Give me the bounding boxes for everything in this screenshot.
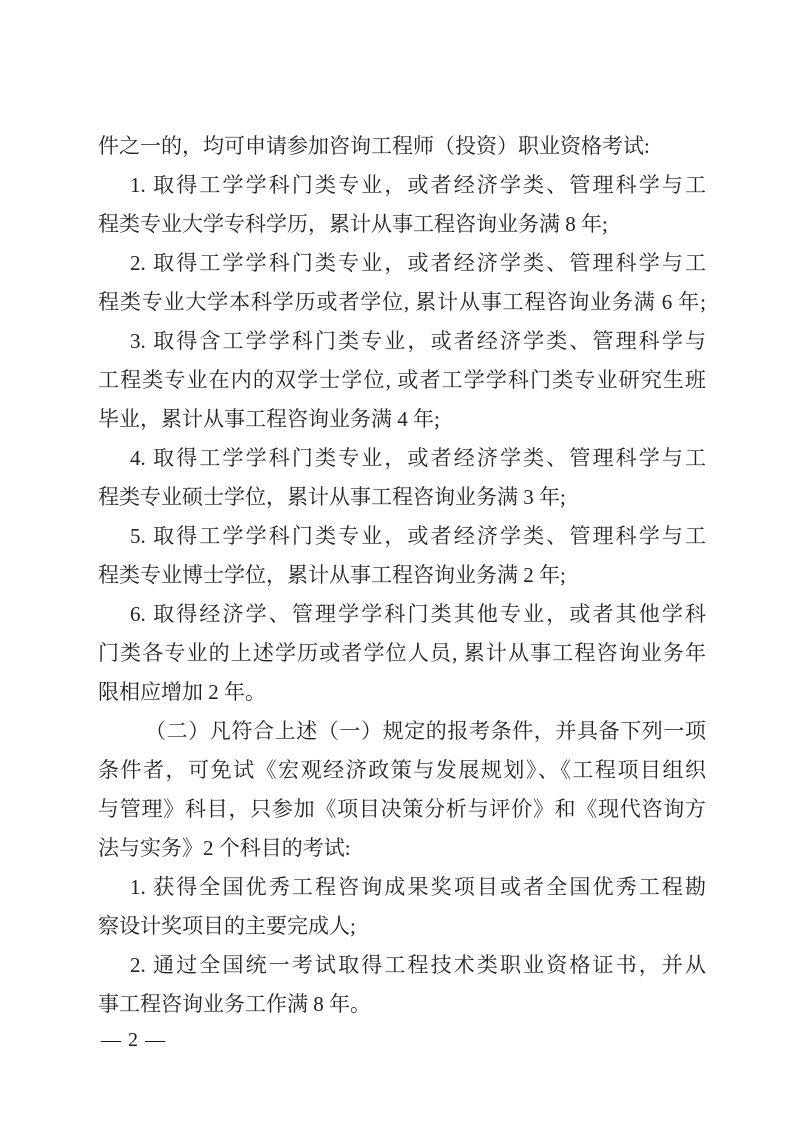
text-line: 与管理》科目，只参加《项目决策分析与评价》和《现代咨询方 — [98, 797, 706, 821]
text-line: 4. 取得工学学科门类专业，或者经济学类、管理科学与工 — [130, 446, 706, 470]
text-line: 限相应增加 2 年。 — [98, 680, 266, 704]
text-line: 件之一的，均可申请参加咨询工程师（投资）职业资格考试: — [98, 134, 650, 158]
text-line: 2. 通过全国统一考试取得工程技术类职业资格证书，并从 — [130, 953, 706, 977]
document-body — [98, 127, 706, 1024]
text-line: （二）凡符合上述（一）规定的报考条件，并具备下列一项 — [145, 719, 706, 743]
text-line: 条件者，可免试《宏观经济政策与发展规划》、《工程项目组织 — [98, 758, 706, 782]
text-line: 程类专业硕士学位，累计从事工程咨询业务满 3 年; — [98, 485, 566, 509]
page-number: — 2 — — [101, 1029, 166, 1051]
text-line: 毕业，累计从事工程咨询业务满 4 年; — [98, 407, 440, 431]
text-line: 法与实务》2 个科目的考试: — [98, 836, 351, 860]
text-line: 程类专业博士学位，累计从事工程咨询业务满 2 年; — [98, 563, 566, 587]
text-line: 6. 取得经济学、管理学学科门类其他专业，或者其他学科 — [130, 602, 706, 626]
text-line: 2. 取得工学学科门类专业，或者经济学类、管理科学与工 — [130, 251, 706, 275]
text-line: 程类专业大学专科学历，累计从事工程咨询业务满 8 年; — [98, 212, 608, 236]
text-line: 门类各专业的上述学历或者学位人员, 累计从事工程咨询业务年 — [98, 641, 706, 665]
text-line: 察设计奖项目的主要完成人; — [98, 914, 356, 938]
text-line: 事工程咨询业务工作满 8 年。 — [98, 992, 371, 1016]
text-line: 1. 获得全国优秀工程咨询成果奖项目或者全国优秀工程勘 — [130, 875, 706, 899]
text-line: 1. 取得工学学科门类专业，或者经济学类、管理科学与工 — [130, 173, 706, 197]
text-line: 工程类专业在内的双学士学位, 或者工学学科门类专业研究生班 — [98, 368, 706, 392]
text-line: 3. 取得含工学学科门类专业，或者经济学类、管理科学与 — [130, 329, 706, 353]
text-line: 程类专业大学本科学历或者学位, 累计从事工程咨询业务满 6 年; — [98, 290, 706, 314]
text-line: 5. 取得工学学科门类专业，或者经济学类、管理科学与工 — [130, 524, 706, 548]
